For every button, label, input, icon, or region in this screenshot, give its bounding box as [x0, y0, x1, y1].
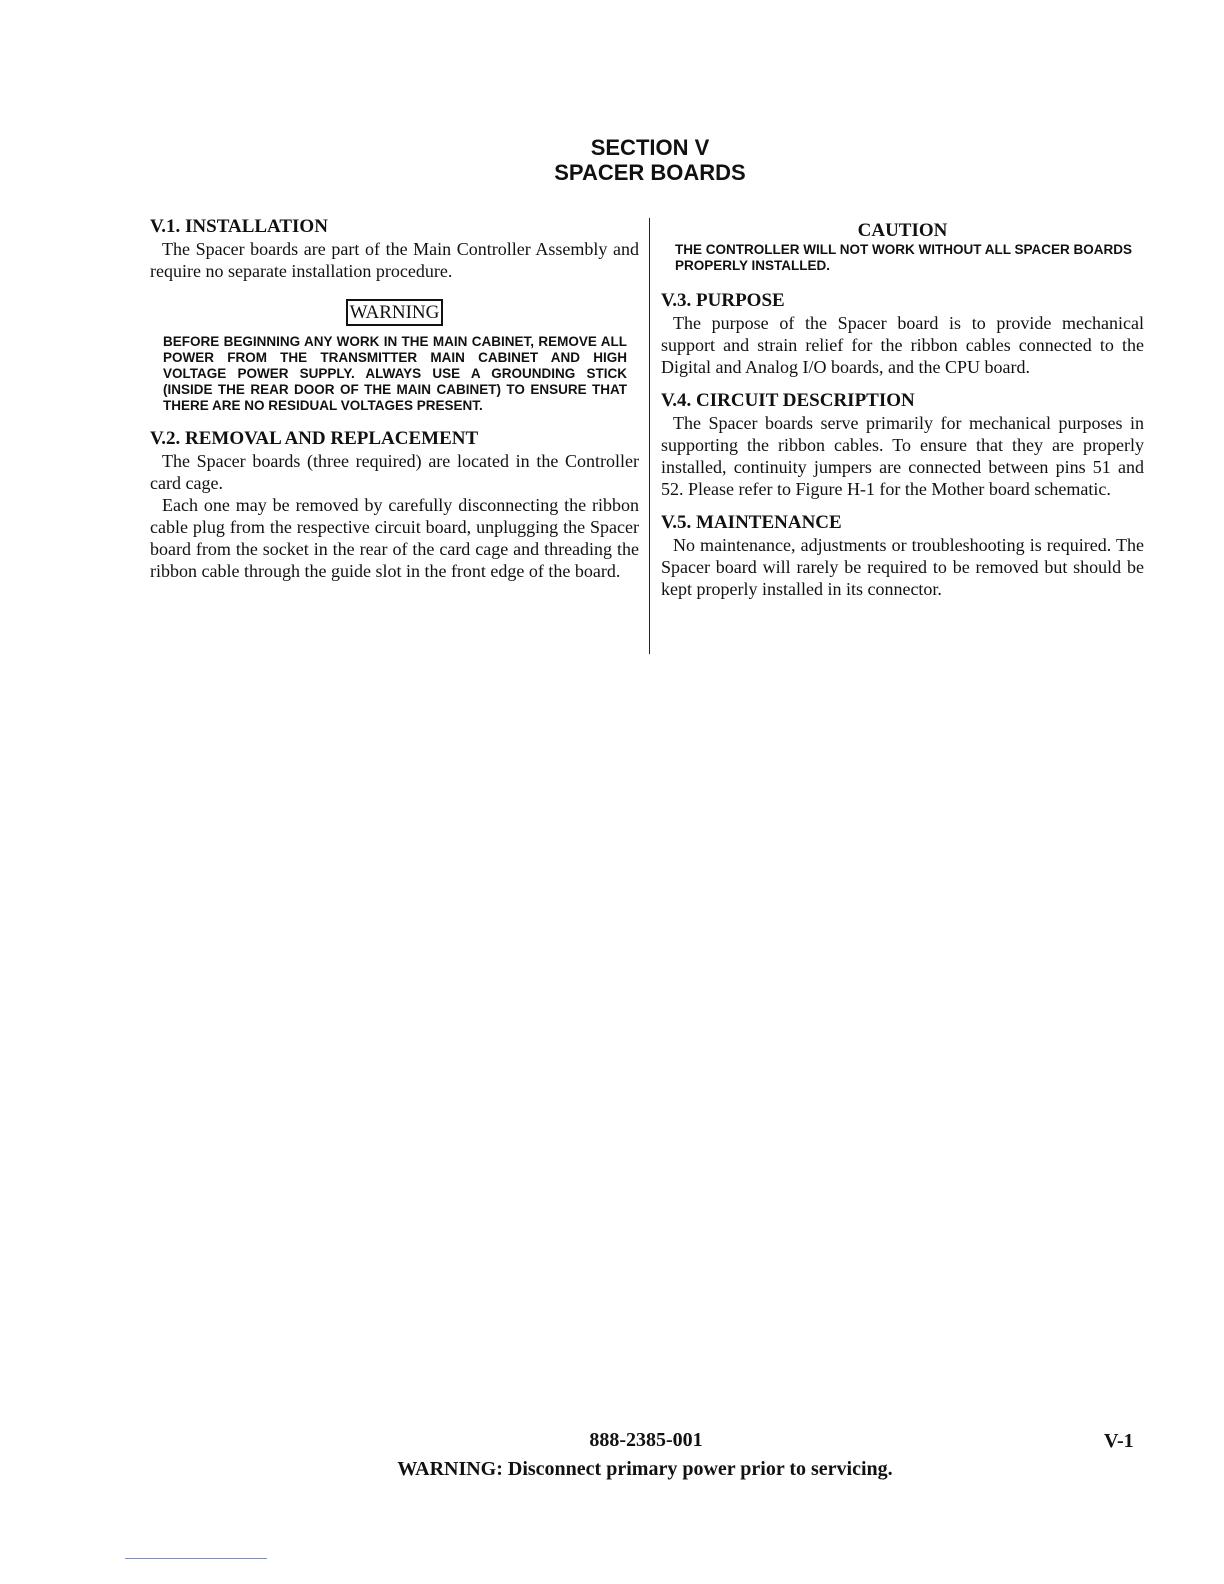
warning-label-wrap: [150, 299, 639, 326]
installation-section: [150, 216, 639, 282]
installation-heading: V.1. INSTALLATION: [150, 216, 328, 237]
circuit-section: [661, 390, 1144, 500]
purpose-text: The purpose of the Spacer board is to provide mechanical support and strain relief for the ribbon cables connected to the Digital and Analog I/O boards, and the CPU board.: [661, 313, 1144, 377]
warning-label: WARNING: [346, 299, 444, 326]
maintenance-text: No maintenance, adjustments or troubleshooting is required. The Spacer board will rarely be required to be removed but should be kept properly installed in its connector.: [661, 535, 1144, 599]
page-title-block: [0, 135, 1224, 185]
section-number: SECTION V: [590, 135, 710, 160]
footer-page-number: V-1: [1104, 1430, 1134, 1452]
maintenance-section: [661, 512, 1144, 600]
removal-paragraph-2: Each one may be removed by carefully disconnecting the ribbon cable plug from the respective circuit board, unplugging the Spacer board from the socket in the rear of the card cage and threading the ribbon cable through the guide slot in the front edge of the board.: [150, 495, 639, 581]
removal-section: [150, 428, 639, 582]
purpose-heading: V.3. PURPOSE: [661, 290, 785, 311]
footer-doc-number: 888-2385-001: [589, 1429, 703, 1451]
purpose-section: [661, 290, 1144, 378]
warning-text: BEFORE BEGINNING ANY WORK IN THE MAIN CABINET, REMOVE ALL POWER FROM THE TRANSMITTER MAIN CABINET AND HIGH VOLTAGE POWER SUPPLY. ALWAYS USE A GROUNDING STICK (INSIDE THE REAR DOOR OF THE MAIN CABINET) TO ENSURE THAT THERE ARE NO RESIDUAL VOLTAGES PRESENT.: [163, 334, 627, 413]
caution-label: CAUTION: [857, 220, 948, 241]
footer-warning: WARNING: Disconnect primary power prior to servicing.: [397, 1458, 893, 1480]
left-column: [150, 216, 639, 594]
caution-text: THE CONTROLLER WILL NOT WORK WITHOUT ALL SPACER BOARDS PROPERLY INSTALLED.: [675, 242, 1132, 273]
right-column: [661, 220, 1144, 612]
maintenance-heading: V.5. MAINTENANCE: [661, 512, 842, 533]
section-title: SPACER BOARDS: [554, 160, 746, 185]
removal-paragraph-1: The Spacer boards (three required) are located in the Controller card cage.: [150, 451, 639, 493]
circuit-heading: V.4. CIRCUIT DESCRIPTION: [661, 390, 915, 411]
circuit-text: The Spacer boards serve primarily for mechanical purposes in supporting the ribbon cables. To ensure that they are properly installed, continuity jumpers are connected between pins 51 and 52. Please refer to Figure H-1 for the Mother board schematic.: [661, 413, 1144, 499]
bottom-rule: [125, 1558, 267, 1559]
removal-heading: V.2. REMOVAL AND REPLACEMENT: [150, 428, 479, 449]
installation-text: The Spacer boards are part of the Main Controller Assembly and require no separate installation procedure.: [150, 239, 639, 281]
column-divider: [649, 218, 650, 654]
